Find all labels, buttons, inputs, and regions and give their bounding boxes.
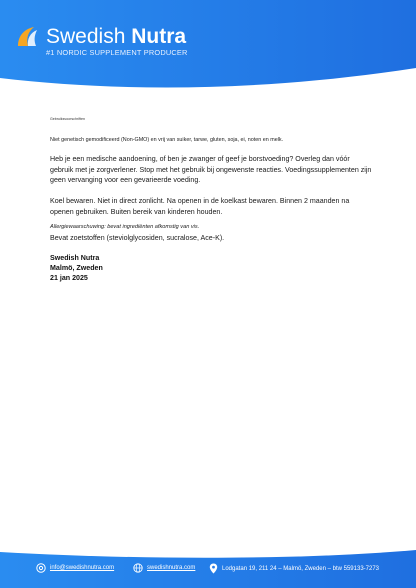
footer-email[interactable] xyxy=(36,563,114,573)
storage-paragraph: Koel bewaren. Niet in direct zonlicht. Na openen in de koelkast bewaren. Binnen 2 maanden na openen gebruiken. Buiten bereik van kinderen houden. xyxy=(50,197,350,216)
signature-date: 21 jan 2025 xyxy=(50,274,88,282)
brand-name-regular: Swedish xyxy=(46,25,132,48)
footer-website[interactable] xyxy=(133,563,195,573)
brand-tagline: #1 NORDIC SUPPLEMENT PRODUCER xyxy=(46,48,188,57)
footer-website-link[interactable]: swedishnutra.com xyxy=(147,565,196,571)
medical-paragraph: Heb je een medische aandoening, of ben je zwanger of geef je borstvoeding? Overleg dan vóór gebruik met je zorgverlener. Stop met het gebruik bij ongewenste reacties. Voedingssupplementen zijn geen vervanging voor een gevarieerde voeding. xyxy=(50,155,372,184)
tiny-heading: Gebruiksvoorschriften xyxy=(50,117,85,121)
globe-icon xyxy=(133,563,143,573)
allergy-warning: Allergiewaarschuwing: bevat ingrediënten afkomstig van vis. xyxy=(50,224,200,230)
brand-name-bold: Nutra xyxy=(131,25,187,48)
sweetener-line: Bevat zoetstoffen (steviolglycosiden, sucralose, Ace-K). xyxy=(50,234,225,242)
signature-company: Swedish Nutra xyxy=(50,254,100,262)
header-wave xyxy=(0,58,416,98)
signature-city: Malmö, Zweden xyxy=(50,264,103,272)
location-pin-icon xyxy=(209,563,218,574)
brand-logo-icon xyxy=(14,24,40,50)
at-icon xyxy=(36,563,46,573)
brand-name xyxy=(46,25,186,49)
footer-email-link[interactable]: info@swedishnutra.com xyxy=(50,565,115,571)
gmo-notice: Niet genetisch gemodificeerd (Non-GMO) en vrij van suiker, tarwe, gluten, soja, ei, noten en melk. xyxy=(50,137,284,143)
page-header xyxy=(0,0,416,92)
footer-address-text: Lodgatan 19, 211 24 – Malmö, Zweden – btw 559133-7273 xyxy=(222,565,380,572)
footer-wave xyxy=(0,548,416,562)
footer-address xyxy=(209,563,379,574)
